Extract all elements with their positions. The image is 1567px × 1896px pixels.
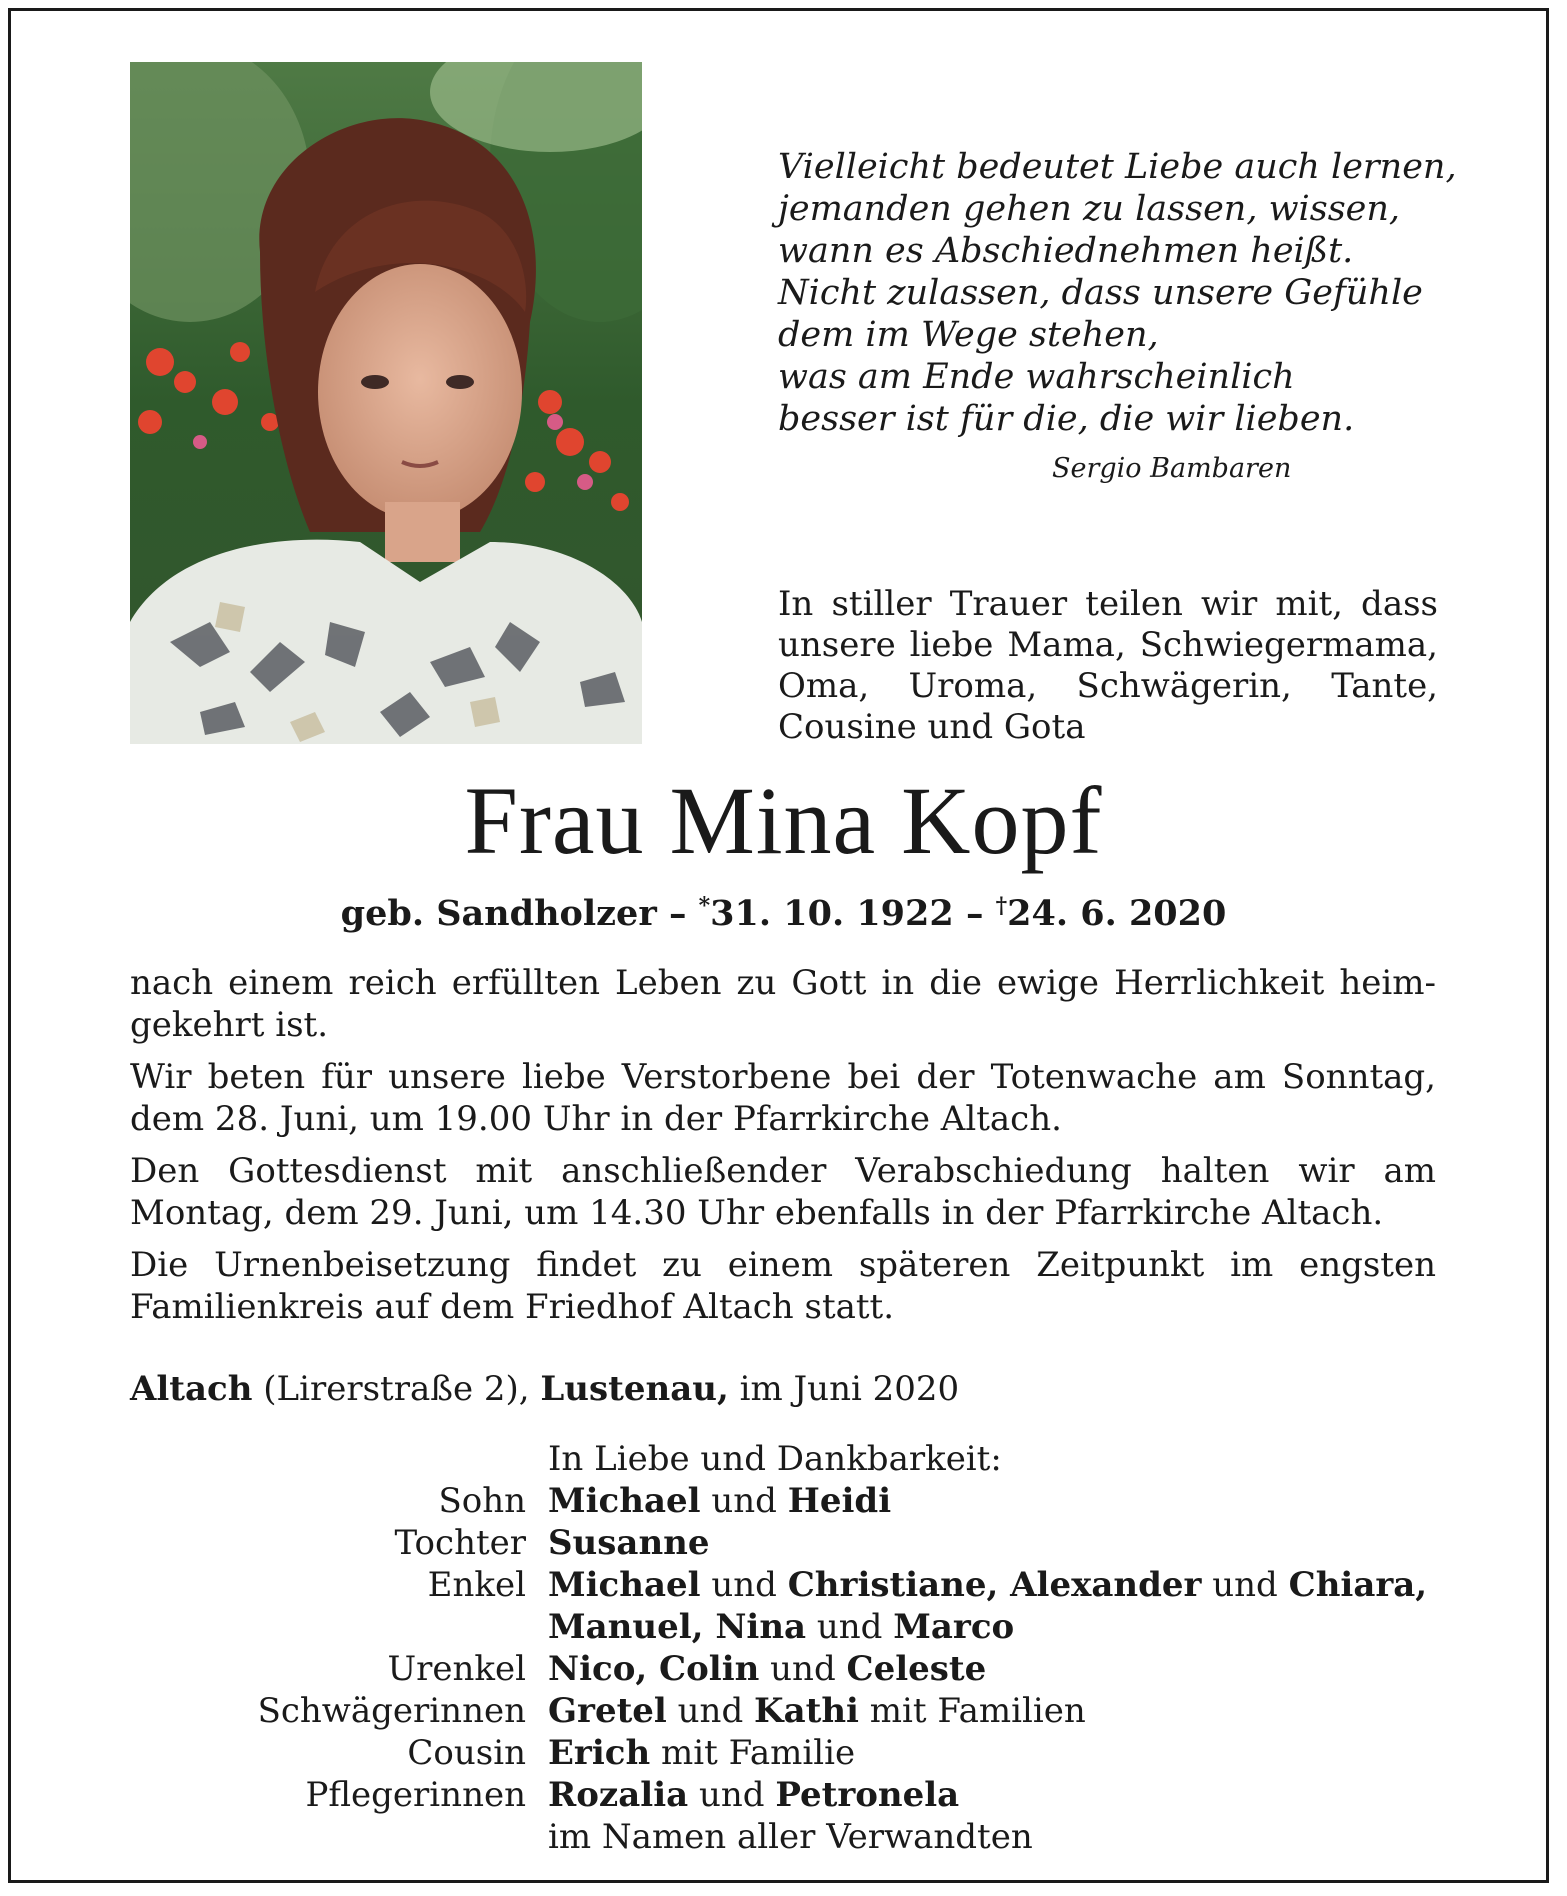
deceased-name: Frau Mina Kopf <box>464 767 1103 874</box>
family-names <box>548 1564 1450 1606</box>
family-connector: und <box>1201 1565 1289 1605</box>
body-paragraph: nach einem reich erfüllten Leben zu Gott in die ewige Herrlichkeit heimgekehrt ist. <box>130 963 1436 1045</box>
family-role: Urenkel <box>387 1649 526 1689</box>
body-paragraph: Den Gottesdienst mit anschließender Verabschiedung halten wir am Montag, dem 29. Juni, um 14.30 Uhr ebenfalls in der Pfarrkirche Altach. <box>130 1151 1436 1233</box>
family-connector: und <box>688 1775 776 1815</box>
family-member-name: Marco <box>893 1607 1015 1647</box>
family-member-name: Kathi <box>754 1691 859 1731</box>
family-names <box>548 1774 1450 1816</box>
family-member-name: Erich <box>548 1733 651 1773</box>
body-paragraph: Wir beten für unsere liebe Verstorbene bei der Totenwache am Sonntag, dem 28. Juni, um 19.00 Uhr in der Pfarrkirche Altach. <box>130 1057 1436 1139</box>
family-row <box>150 1480 1450 1522</box>
family-member-name: Nico, Colin <box>548 1649 760 1689</box>
family-connector: und <box>806 1607 894 1647</box>
family-row <box>150 1606 1450 1648</box>
family-intro: In Liebe und Dankbarkeit: <box>548 1439 1002 1479</box>
place-and-date <box>130 1368 959 1410</box>
family-member-name: Heidi <box>787 1481 892 1521</box>
family-connector: mit Familien <box>858 1691 1086 1731</box>
family-row <box>150 1732 1450 1774</box>
maiden-name: geb. Sandholzer <box>340 893 657 934</box>
family-role <box>150 1606 548 1648</box>
birth-symbol: * <box>698 893 711 919</box>
poem-line: wann es Abschiednehmen heißt. <box>778 231 1354 271</box>
family-closing: im Namen aller Verwandten <box>548 1817 1033 1857</box>
poem-line: jemanden gehen zu lassen, wissen, <box>778 189 1401 229</box>
family-connector: und <box>700 1481 788 1521</box>
family-names <box>548 1690 1450 1732</box>
family-row <box>150 1690 1450 1732</box>
announcement-intro: In stiller Trauer teilen wir mit, dass unsere liebe Mama, Schwiegermama, Oma, Uroma, Schwägerin, Tante, Cousine und Gota <box>778 584 1438 747</box>
family-member-name: Celeste <box>846 1649 987 1689</box>
body-paragraph: Die Urnenbeisetzung findet zu einem späteren Zeitpunkt im engsten Familienkreis auf dem Friedhof Altach statt. <box>130 1245 1436 1327</box>
family-member-name: Petronela <box>775 1775 960 1815</box>
family-row <box>150 1648 1450 1690</box>
death-symbol: † <box>995 893 1008 919</box>
family-names <box>548 1480 1450 1522</box>
poem-line: was am Ende wahrscheinlich <box>778 357 1295 397</box>
notice-body <box>130 962 1436 1338</box>
family-role: Pflegerinnen <box>305 1775 526 1815</box>
poem-line: dem im Wege stehen, <box>778 315 1159 355</box>
life-dates <box>0 884 1567 936</box>
family-member-name: Christiane, Alexander <box>787 1565 1202 1605</box>
family-member-name: Michael <box>548 1481 701 1521</box>
family-role: Schwägerinnen <box>257 1691 526 1731</box>
family-names <box>548 1606 1450 1648</box>
death-date: 24. 6. 2020 <box>1007 893 1227 934</box>
family-member-name: Michael <box>548 1565 701 1605</box>
portrait-photo-image <box>130 62 642 744</box>
birth-date: 31. 10. 1922 <box>710 893 954 934</box>
poem <box>778 146 1458 440</box>
place-address: (Lirerstraße 2), <box>252 1369 541 1409</box>
family-member-name: Susanne <box>548 1523 710 1563</box>
poem-line: besser ist für die, die wir lieben. <box>778 399 1355 439</box>
family-member-name: Manuel, Nina <box>548 1607 807 1647</box>
separator: – <box>668 893 687 934</box>
poem-line: Vielleicht bedeutet Liebe auch lernen, <box>778 147 1457 187</box>
family-connector: und <box>666 1691 755 1731</box>
family-row <box>150 1522 1450 1564</box>
family-list <box>150 1480 1450 1816</box>
family-role: Enkel <box>427 1565 526 1605</box>
place-town: Altach <box>130 1369 253 1409</box>
family-connector: und <box>759 1649 847 1689</box>
family-names <box>548 1732 1450 1774</box>
family-member-name: Rozalia <box>548 1775 689 1815</box>
family-role: Sohn <box>438 1481 526 1521</box>
family-role: Cousin <box>407 1733 526 1773</box>
poem-line: Nicht zulassen, dass unsere Gefühle <box>778 273 1423 313</box>
family-role: Tochter <box>394 1523 526 1563</box>
family-connector: und <box>700 1565 788 1605</box>
family-names <box>548 1648 1450 1690</box>
family-member-name: Chiara, <box>1288 1565 1428 1605</box>
poem-author: Sergio Bambaren <box>1052 453 1292 484</box>
place-date: im Juni 2020 <box>728 1369 960 1409</box>
portrait-photo <box>130 62 642 744</box>
family-row <box>150 1774 1450 1816</box>
family-member-name: Gretel <box>548 1691 667 1731</box>
family-row <box>150 1564 1450 1606</box>
place-town: Lustenau, <box>540 1369 729 1409</box>
family-names <box>548 1522 1450 1564</box>
separator: – <box>965 893 984 934</box>
family-connector: mit Familie <box>650 1733 856 1773</box>
